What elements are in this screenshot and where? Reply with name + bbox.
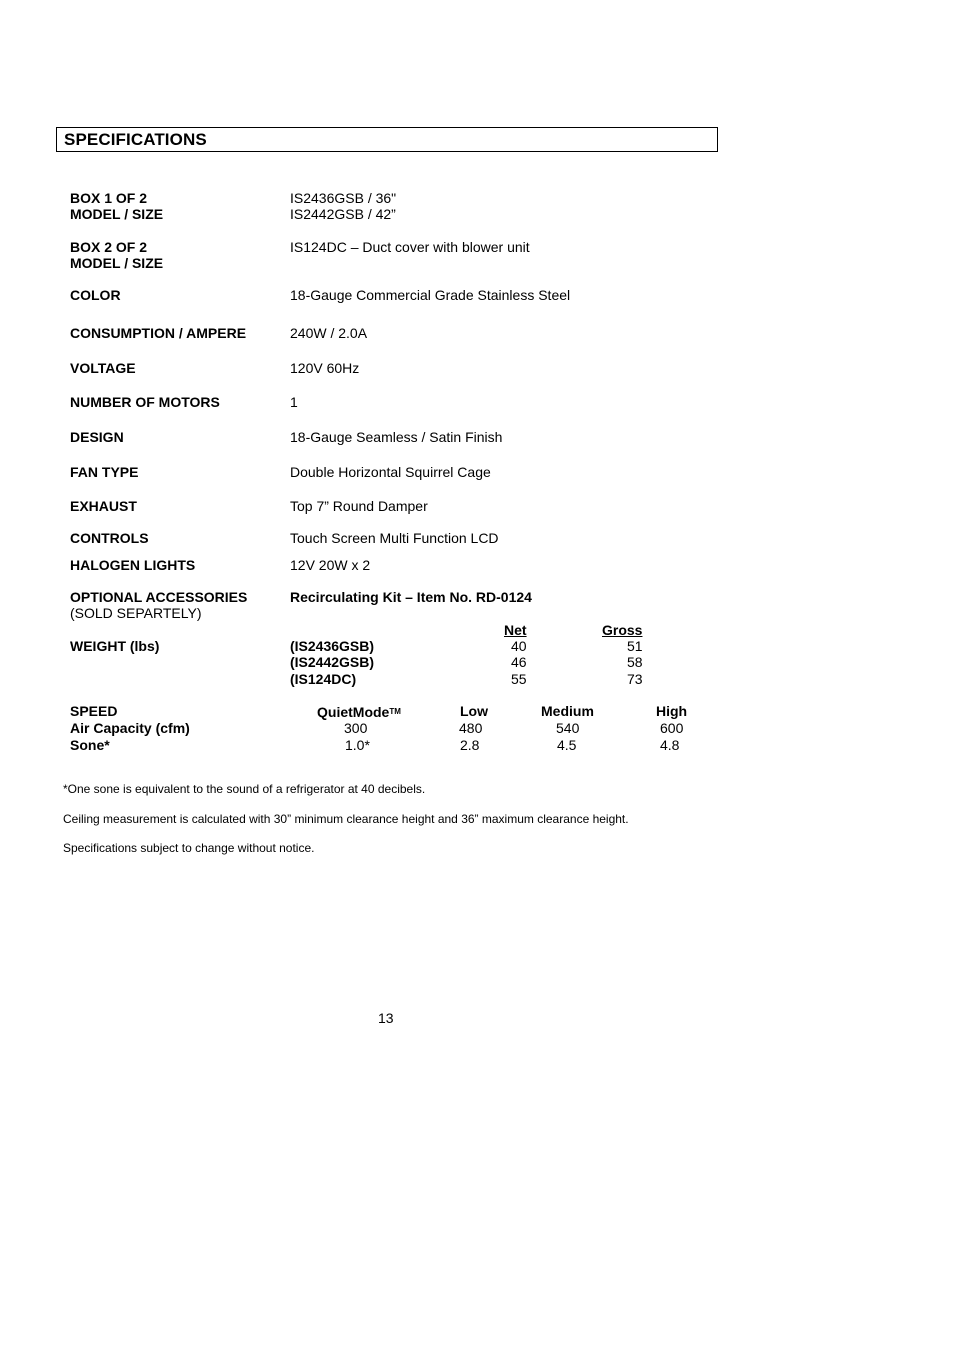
accessories-sublabel: (SOLD SEPARTELY) [70, 605, 202, 621]
speed-header-low: Low [460, 703, 488, 719]
spec-value-motors: 1 [290, 394, 298, 410]
spec-label-box2-model: MODEL / SIZE [70, 255, 164, 271]
weight-gross-1: 51 [627, 638, 643, 654]
speed-header-high: High [656, 703, 688, 719]
spec-value-consumption: 240W / 2.0A [290, 325, 368, 341]
spec-label-consumption: CONSUMPTION / AMPERE [70, 325, 247, 341]
weight-net-3: 55 [511, 671, 527, 687]
sone-quietmode: 1.0* [345, 737, 370, 753]
section-title-box [56, 127, 718, 152]
spec-value-exhaust: Top 7” Round Damper [290, 498, 428, 514]
page-number: 13 [378, 1010, 394, 1026]
speed-header-medium: Medium [541, 703, 594, 719]
spec-value-controls: Touch Screen Multi Function LCD [290, 530, 499, 546]
weight-label: WEIGHT (lbs) [70, 638, 160, 654]
cfm-quietmode: 300 [344, 720, 368, 736]
spec-label-box2: BOX 2 OF 2 [70, 239, 148, 255]
spec-label-color: COLOR [70, 287, 121, 303]
spec-value-halogen: 12V 20W x 2 [290, 557, 371, 573]
weight-gross-2: 58 [627, 654, 643, 670]
spec-label-exhaust: EXHAUST [70, 498, 137, 514]
note-change: Specifications subject to change without notice. [63, 841, 315, 855]
note-sone: *One sone is equivalent to the sound of a refrigerator at 40 decibels. [63, 782, 426, 796]
weight-gross-3: 73 [627, 671, 643, 687]
cfm-high: 600 [660, 720, 684, 736]
spec-value-box2: IS124DC – Duct cover with blower unit [290, 239, 530, 255]
spec-value-color: 18-Gauge Commercial Grade Stainless Steel [290, 287, 571, 303]
speed-header-quietmode [317, 704, 401, 720]
weight-model-3: (IS124DC) [290, 671, 357, 687]
spec-label-halogen: HALOGEN LIGHTS [70, 557, 196, 573]
sone-label: Sone* [70, 737, 110, 753]
spec-value-fan-type: Double Horizontal Squirrel Cage [290, 464, 491, 480]
weight-net-2: 46 [511, 654, 527, 670]
note-ceiling: Ceiling measurement is calculated with 30” minimum clearance height and 36” maximum clearance height. [63, 812, 629, 826]
spec-label-controls: CONTROLS [70, 530, 149, 546]
weight-model-1: (IS2436GSB) [290, 638, 375, 654]
weight-net-header: Net [504, 622, 527, 638]
sone-medium: 4.5 [557, 737, 577, 753]
cfm-low: 480 [459, 720, 483, 736]
spec-value-box1-model2: IS2442GSB / 42” [290, 206, 396, 222]
cfm-medium: 540 [556, 720, 580, 736]
weight-net-1: 40 [511, 638, 527, 654]
trademark-mark: TM [389, 707, 401, 716]
spec-value-voltage: 120V 60Hz [290, 360, 360, 376]
spec-label-fan-type: FAN TYPE [70, 464, 139, 480]
spec-value-box1: IS2436GSB / 36" [290, 190, 397, 206]
spec-label-motors: NUMBER OF MOTORS [70, 394, 220, 410]
section-title: SPECIFICATIONS [64, 130, 207, 149]
spec-value-design: 18-Gauge Seamless / Satin Finish [290, 429, 503, 445]
spec-label-voltage: VOLTAGE [70, 360, 136, 376]
sone-low: 2.8 [460, 737, 480, 753]
weight-gross-header: Gross [602, 622, 643, 638]
weight-model-2: (IS2442GSB) [290, 654, 375, 670]
spec-label-box1: BOX 1 OF 2 [70, 190, 148, 206]
spec-label-design: DESIGN [70, 429, 124, 445]
speed-label: SPEED [70, 703, 118, 719]
quietmode-text: QuietMode [317, 704, 390, 720]
spec-label-box1-model: MODEL / SIZE [70, 206, 164, 222]
accessories-value: Recirculating Kit – Item No. RD-0124 [290, 589, 532, 605]
air-capacity-label: Air Capacity (cfm) [70, 720, 190, 736]
sone-high: 4.8 [660, 737, 680, 753]
accessories-label: OPTIONAL ACCESSORIES [70, 589, 248, 605]
